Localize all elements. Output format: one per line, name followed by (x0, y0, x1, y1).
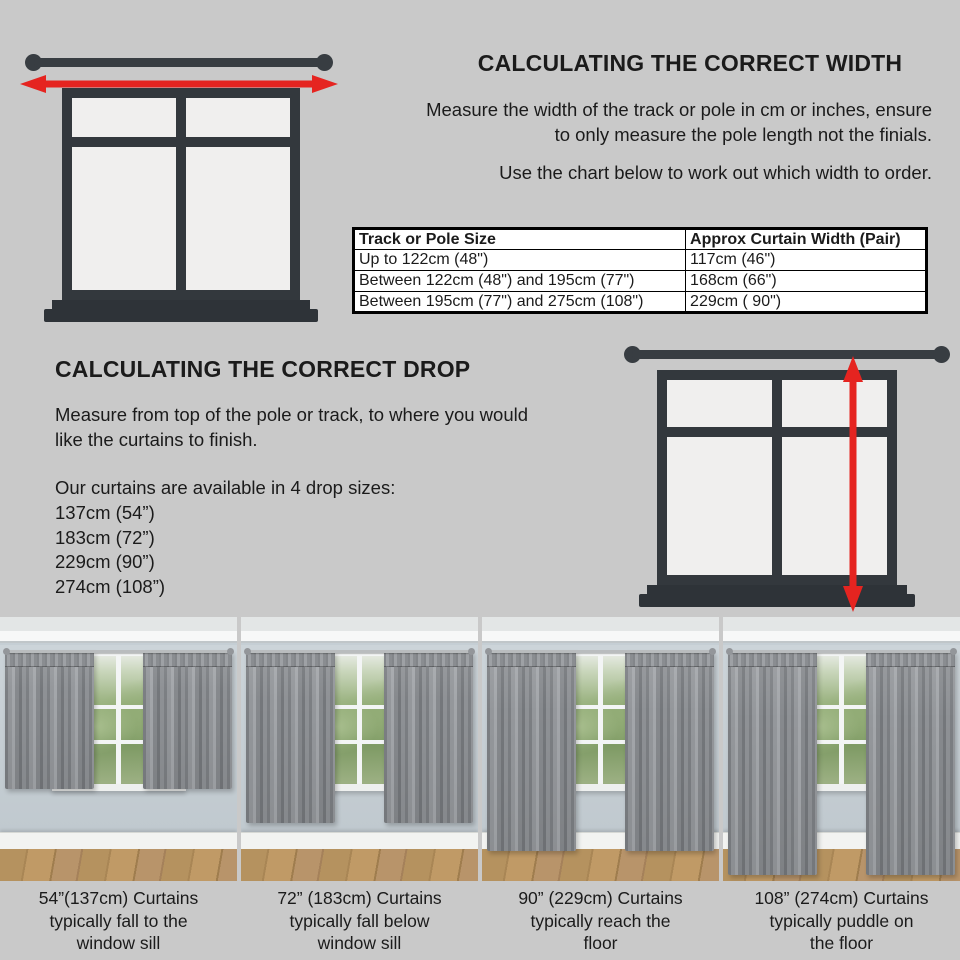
curtain-pole (34, 58, 324, 67)
track-size-cell: Between 195cm (77") and 275cm (108") (354, 292, 686, 313)
caption-line: typically fall below (289, 910, 430, 931)
photo-curtain-rod (248, 650, 471, 653)
baseboard (241, 832, 478, 849)
table-row (354, 250, 927, 271)
caption-line: 54”(137cm) Curtains (38, 888, 199, 908)
ceiling (723, 617, 960, 631)
drop-sizes-list (55, 501, 165, 599)
width-instructions-line: Measure the width of the track or pole in cm or inches, ensure (426, 99, 932, 120)
crown-molding (241, 631, 478, 643)
pole-finial-icon (316, 54, 333, 71)
caption-line: window sill (317, 933, 402, 953)
width-section-title: CALCULATING THE CORRECT WIDTH (477, 50, 903, 76)
crown-molding (723, 631, 960, 643)
photo-108in-curtains (723, 617, 960, 881)
wood-floor (0, 849, 237, 881)
caption-line: 90” (229cm) Curtains (518, 888, 683, 908)
photo-caption-90in (482, 887, 719, 955)
ceiling (0, 617, 237, 631)
curtain-width-cell: 117cm (46") (686, 250, 927, 271)
caption-line: window sill (76, 933, 161, 953)
window-sill (44, 309, 318, 322)
window-mullion (176, 98, 186, 290)
window-illustration-drop (622, 338, 952, 623)
ceiling (241, 617, 478, 631)
baseboard (0, 832, 237, 849)
table-row (354, 271, 927, 292)
drop-size-item: 229cm (90”) (55, 551, 155, 572)
caption-line: typically reach the (530, 910, 671, 931)
drop-sizes-intro: Our curtains are available in 4 drop sizes: (55, 477, 396, 498)
photo-72in-curtains (241, 617, 478, 881)
size-chart-table (352, 227, 928, 314)
curtain-panel (866, 651, 955, 875)
window-graphic (62, 88, 300, 300)
window-mullion (772, 380, 782, 575)
drop-size-item: 137cm (54”) (55, 502, 155, 523)
crown-molding (482, 631, 719, 643)
drop-size-item: 274cm (108”) (55, 575, 166, 597)
curtain-panel (384, 651, 473, 823)
table-row (354, 292, 927, 313)
curtain-pole (632, 350, 942, 359)
track-size-cell: Between 122cm (48") and 195cm (77") (354, 271, 686, 292)
drop-size-item: 183cm (72”) (55, 526, 155, 548)
photo-54in-curtains (0, 617, 237, 881)
photo-curtain-rod (489, 650, 712, 653)
photo-caption-54in (0, 887, 237, 955)
photo-caption-108in (723, 887, 960, 955)
photo-curtain-rod (7, 650, 230, 653)
curtain-panel (625, 651, 714, 851)
column-header-track-size: Track or Pole Size (354, 229, 686, 250)
caption-line: 72” (183cm) Curtains (277, 888, 442, 908)
curtain-panel (728, 651, 817, 875)
window-sill (647, 585, 907, 594)
photo-90in-curtains (482, 617, 719, 881)
width-instructions (340, 97, 932, 147)
window-transom (72, 137, 290, 147)
caption-line: floor (583, 933, 618, 953)
curtain-panel (143, 651, 232, 789)
curtain-panel (5, 651, 94, 789)
caption-line: the floor (809, 933, 874, 953)
crown-molding (0, 631, 237, 643)
curtain-panel (487, 651, 576, 851)
curtain-panel (246, 651, 335, 823)
window-sill (639, 594, 915, 607)
caption-line: 108” (274cm) Curtains (754, 888, 929, 908)
wood-floor (482, 849, 719, 881)
column-header-curtain-width: Approx Curtain Width (Pair) (686, 229, 927, 250)
caption-line: typically puddle on (769, 910, 914, 931)
window-sill (52, 300, 310, 309)
drop-instructions-line: like the curtains to finish. (55, 429, 258, 450)
caption-line: typically fall to the (49, 910, 188, 931)
ceiling (482, 617, 719, 631)
width-instructions-line: to only measure the pole length not the finials. (554, 124, 932, 145)
table-header-row (354, 229, 927, 250)
photo-curtain-rod (730, 650, 953, 653)
pole-finial-icon (933, 346, 950, 363)
drop-instructions-line: Measure from top of the pole or track, to where you would (55, 404, 529, 425)
window-illustration-width (18, 45, 340, 327)
drop-measure-arrow-icon (840, 354, 866, 614)
drop-section-title: CALCULATING THE CORRECT DROP (55, 356, 471, 382)
photo-caption-72in (241, 887, 478, 955)
curtain-width-cell: 168cm (66") (686, 271, 927, 292)
track-size-cell: Up to 122cm (48") (354, 250, 686, 271)
wood-floor (241, 849, 478, 881)
drop-instructions (55, 402, 528, 452)
chart-note: Use the chart below to work out which width to order. (499, 162, 932, 183)
curtain-width-cell: 229cm ( 90") (686, 292, 927, 313)
